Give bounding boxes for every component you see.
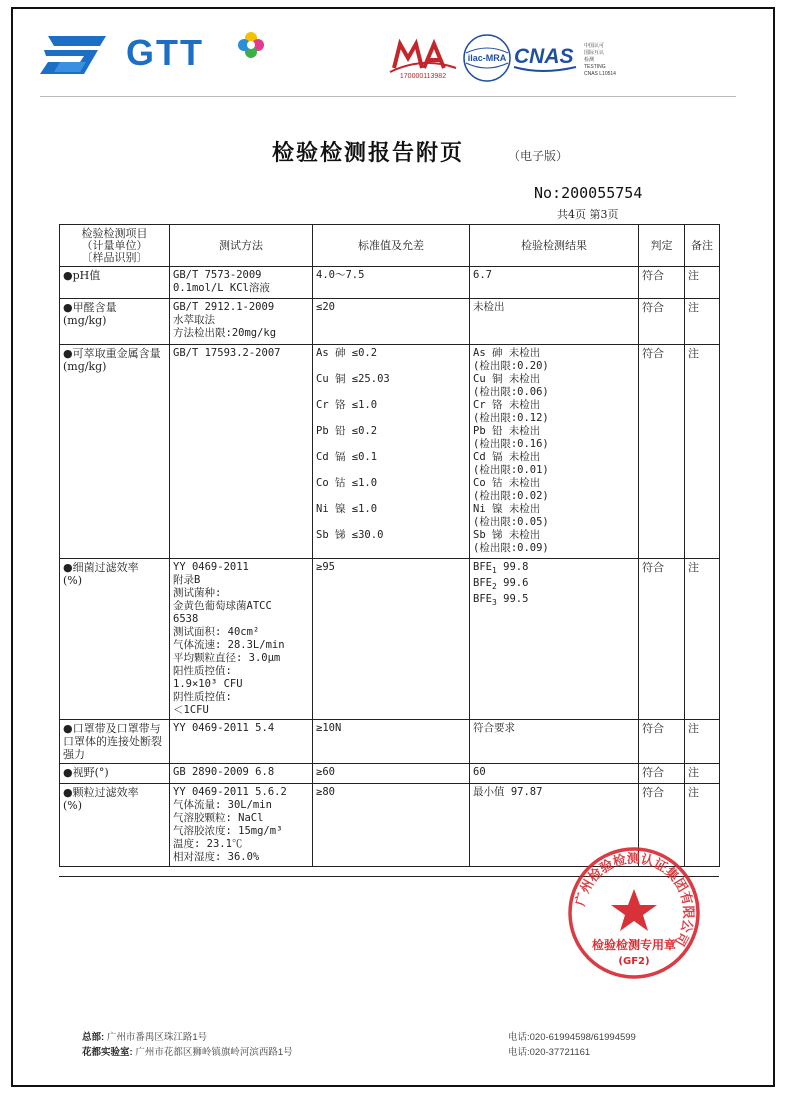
cell-line: Ni 镍 ≤1.0 bbox=[316, 503, 378, 515]
bfe-label: BFE bbox=[473, 593, 492, 606]
cell-method bbox=[170, 764, 313, 784]
header-item: 检验检测项目 （计量单位） 〔样品识别〕 bbox=[60, 225, 170, 267]
seal-code: (GF2) bbox=[618, 956, 650, 967]
svg-text:CNAS L10514: CNAS L10514 bbox=[584, 71, 616, 77]
header-result: 检验检测结果 bbox=[470, 225, 639, 267]
cell-line: Pb 铅 未检出 bbox=[473, 425, 541, 437]
cell-line: Cr 铬 ≤1.0 bbox=[316, 399, 378, 411]
cell-line: 阳性质控值: bbox=[173, 665, 232, 677]
cell-method bbox=[170, 267, 313, 299]
bfe-label: BFE bbox=[473, 561, 492, 573]
cell-standard bbox=[313, 345, 470, 559]
cell-line: YY 0469-2011 bbox=[173, 561, 249, 573]
cell-line: 0.1mol/L KCl溶液 bbox=[173, 282, 270, 294]
cell-judgement: 符合 bbox=[639, 720, 685, 764]
official-seal-icon bbox=[566, 845, 702, 981]
cell-line: YY 0469-2011 5.4 bbox=[173, 722, 275, 734]
cell-line: ≤20 bbox=[316, 301, 335, 313]
cell-line: 金黄色葡萄球菌ATCC bbox=[173, 600, 272, 612]
cell-judgement: 符合 bbox=[639, 784, 685, 867]
cell-line: 气溶胶浓度: 15mg/m³ bbox=[173, 825, 283, 837]
cell-line: ≥10N bbox=[316, 722, 342, 734]
cell-line: Co 钴 ≤1.0 bbox=[316, 477, 378, 489]
footer-lab-address: 广州市花都区狮岭镇旗岭河滨西路1号 bbox=[135, 1047, 293, 1058]
cell-standard bbox=[313, 764, 470, 784]
cell-line: 水萃取法 bbox=[173, 314, 215, 326]
cell-item: ●甲醛含量 (mg/kg) bbox=[60, 299, 170, 345]
cell-line: ≥60 bbox=[316, 766, 335, 778]
cell-line: Cu 铜 未检出 bbox=[473, 373, 541, 385]
cell-remark: 注 bbox=[685, 784, 720, 867]
footer-phone-2: 电话:020-37721161 bbox=[508, 1047, 591, 1058]
bfe-index: 2 bbox=[491, 582, 497, 592]
cell-line: 温度: 23.1℃ bbox=[173, 838, 243, 850]
cell-line: 1.9×10³ CFU bbox=[173, 678, 243, 690]
cell-line: GB 2890-2009 6.8 bbox=[173, 766, 275, 778]
svg-text:ilac-MRA: ilac-MRA bbox=[467, 53, 507, 63]
cell-item: ●细菌过滤效率 (%) bbox=[60, 559, 170, 720]
bfe-result bbox=[473, 561, 635, 577]
cell-line: (检出限:0.09) bbox=[473, 542, 549, 554]
cell-line: ≥80 bbox=[316, 786, 335, 798]
cell-line: 气体流速: 28.3L/min bbox=[173, 639, 285, 651]
gtt-logo bbox=[40, 30, 270, 78]
header-divider bbox=[40, 96, 736, 97]
cell-line: GB/T 2912.1-2009 bbox=[173, 301, 275, 313]
cell-line: 阴性质控值: bbox=[173, 691, 232, 703]
cell-remark: 注 bbox=[685, 764, 720, 784]
cell-result bbox=[470, 299, 639, 345]
cell-remark: 注 bbox=[685, 720, 720, 764]
cell-line: 附录B bbox=[173, 574, 201, 586]
cell-line: 最小值 97.87 bbox=[473, 786, 543, 798]
footer-hq-address: 广州市番禺区珠江路1号 bbox=[106, 1032, 208, 1043]
cell-item: ●口罩带及口罩带与口罩体的连接处断裂强力 bbox=[60, 720, 170, 764]
cell-judgement: 符合 bbox=[639, 267, 685, 299]
cma-number: 170000113982 bbox=[399, 73, 447, 80]
cell-line: 4.0～7.5 bbox=[316, 269, 365, 281]
footer-hq-label: 总部: bbox=[82, 1032, 105, 1043]
bfe-value: 99.6 bbox=[503, 577, 529, 590]
cell-line: Pb 铅 ≤0.2 bbox=[316, 425, 378, 437]
cell-line: (检出限:0.20) bbox=[473, 360, 549, 372]
bfe-label: BFE bbox=[473, 577, 492, 590]
cell-line: (检出限:0.02) bbox=[473, 490, 549, 502]
cell-judgement: 符合 bbox=[639, 559, 685, 720]
cell-line: (检出限:0.06) bbox=[473, 386, 549, 398]
results-table bbox=[59, 224, 720, 867]
gtt-wordmark: GTT bbox=[126, 32, 204, 73]
cell-line: 气体流量: 30L/min bbox=[173, 799, 272, 811]
cell-line: 测试面积: 40cm² bbox=[173, 626, 260, 638]
footer-addresses bbox=[82, 1030, 293, 1060]
ilac-mra-icon bbox=[462, 33, 512, 83]
header-judgement: 判定 bbox=[639, 225, 685, 267]
svg-text:中国认可: 中国认可 bbox=[584, 43, 605, 49]
table-row bbox=[60, 720, 720, 764]
bfe-index: 3 bbox=[491, 598, 497, 608]
cell-line: 6.7 bbox=[473, 269, 492, 281]
bfe-result bbox=[473, 577, 635, 593]
page-info: 共4页 第3页 bbox=[557, 208, 619, 221]
cell-line: 平均颗粒直径: 3.0μm bbox=[173, 652, 281, 664]
cell-standard bbox=[313, 720, 470, 764]
footer-phone: 电话:020-61994598/61994599 bbox=[508, 1032, 636, 1043]
cell-standard bbox=[313, 267, 470, 299]
cell-line: GB/T 17593.2-2007 bbox=[173, 347, 281, 359]
cell-line: ＜1CFU bbox=[173, 704, 209, 716]
cell-line: Cd 镉 未检出 bbox=[473, 451, 541, 463]
cell-line: As 砷 未检出 bbox=[473, 347, 541, 359]
cell-line: As 砷 ≤0.2 bbox=[316, 347, 378, 359]
cell-line: GB/T 7573-2009 bbox=[173, 269, 262, 281]
cell-method bbox=[170, 345, 313, 559]
header-method: 测试方法 bbox=[170, 225, 313, 267]
report-number: No:200055754 bbox=[534, 184, 643, 202]
table-row bbox=[60, 267, 720, 299]
cell-remark: 注 bbox=[685, 559, 720, 720]
cell-line: ≥95 bbox=[316, 561, 335, 573]
cell-line: (检出限:0.12) bbox=[473, 412, 549, 424]
bfe-result bbox=[473, 593, 635, 609]
cell-standard bbox=[313, 559, 470, 720]
cell-remark: 注 bbox=[685, 299, 720, 345]
cell-line: Co 钴 未检出 bbox=[473, 477, 541, 489]
cnas-mark-icon bbox=[512, 37, 620, 79]
cell-line: 6538 bbox=[173, 613, 199, 625]
footer-contacts bbox=[508, 1030, 636, 1060]
gtt-emblem-icon bbox=[40, 32, 106, 76]
cell-item: ●pH值 bbox=[60, 267, 170, 299]
bfe-index: 1 bbox=[491, 566, 497, 576]
cell-result bbox=[470, 345, 639, 559]
table-row bbox=[60, 764, 720, 784]
cell-line: (检出限:0.01) bbox=[473, 464, 549, 476]
cell-line: Cu 铜 ≤25.03 bbox=[316, 373, 390, 385]
cell-result bbox=[470, 764, 639, 784]
cell-line: Ni 镍 未检出 bbox=[473, 503, 541, 515]
footer-lab-label: 花都实验室: bbox=[82, 1047, 133, 1058]
cell-line: Sb 锑 ≤30.0 bbox=[316, 529, 384, 541]
bfe-value: 99.8 bbox=[503, 561, 529, 573]
cell-line: Cd 镉 ≤0.1 bbox=[316, 451, 378, 463]
cell-remark: 注 bbox=[685, 267, 720, 299]
header-remark: 备注 bbox=[685, 225, 720, 267]
document-title: 检验检测报告附页 bbox=[272, 141, 465, 166]
cell-standard bbox=[313, 784, 470, 867]
cell-judgement: 符合 bbox=[639, 345, 685, 559]
cell-judgement: 符合 bbox=[639, 299, 685, 345]
document-subtitle: （电子版） bbox=[508, 149, 569, 163]
cell-line: 相对湿度: 36.0% bbox=[173, 851, 260, 863]
svg-text:检测: 检测 bbox=[584, 57, 595, 63]
cell-line: 测试菌种: bbox=[173, 587, 222, 599]
cell-method bbox=[170, 559, 313, 720]
cell-method bbox=[170, 784, 313, 867]
cell-method bbox=[170, 720, 313, 764]
cell-item: ●视野(°) bbox=[60, 764, 170, 784]
cell-item: ●颗粒过滤效率 (%) bbox=[60, 784, 170, 867]
cell-method bbox=[170, 299, 313, 345]
cell-line: (检出限:0.05) bbox=[473, 516, 549, 528]
cell-remark: 注 bbox=[685, 345, 720, 559]
cell-line: 气溶胶颗粒: NaCl bbox=[173, 812, 264, 824]
gtt-flower-icon bbox=[236, 30, 266, 60]
cell-line: 符合要求 bbox=[473, 722, 515, 734]
seal-center-text: 检验检测专用章 bbox=[591, 938, 677, 952]
cell-line: Cr 铬 未检出 bbox=[473, 399, 541, 411]
cell-line: 未检出 bbox=[473, 301, 505, 313]
svg-text:TESTING: TESTING bbox=[584, 64, 606, 70]
cell-result bbox=[470, 267, 639, 299]
table-row bbox=[60, 345, 720, 559]
cell-standard bbox=[313, 299, 470, 345]
cell-line: Sb 锑 未检出 bbox=[473, 529, 541, 541]
cell-line: 方法检出限:20mg/kg bbox=[173, 327, 277, 339]
svg-text:国际互认: 国际互认 bbox=[584, 50, 605, 56]
cell-line: (检出限:0.16) bbox=[473, 438, 549, 450]
header-standard: 标准值及允差 bbox=[313, 225, 470, 267]
cell-result bbox=[470, 720, 639, 764]
seal-ring-text: 广州检验检测认证集团有限公司 bbox=[573, 851, 696, 949]
table-row bbox=[60, 299, 720, 345]
cell-result bbox=[470, 559, 639, 720]
bfe-value: 99.5 bbox=[503, 593, 529, 606]
cell-line: 60 bbox=[473, 766, 486, 778]
cell-judgement: 符合 bbox=[639, 764, 685, 784]
svg-text:CNAS: CNAS bbox=[514, 45, 574, 68]
cell-line: YY 0469-2011 5.6.2 bbox=[173, 786, 287, 798]
table-row bbox=[60, 559, 720, 720]
cell-item: ●可萃取重金属含量(mg/kg) bbox=[60, 345, 170, 559]
